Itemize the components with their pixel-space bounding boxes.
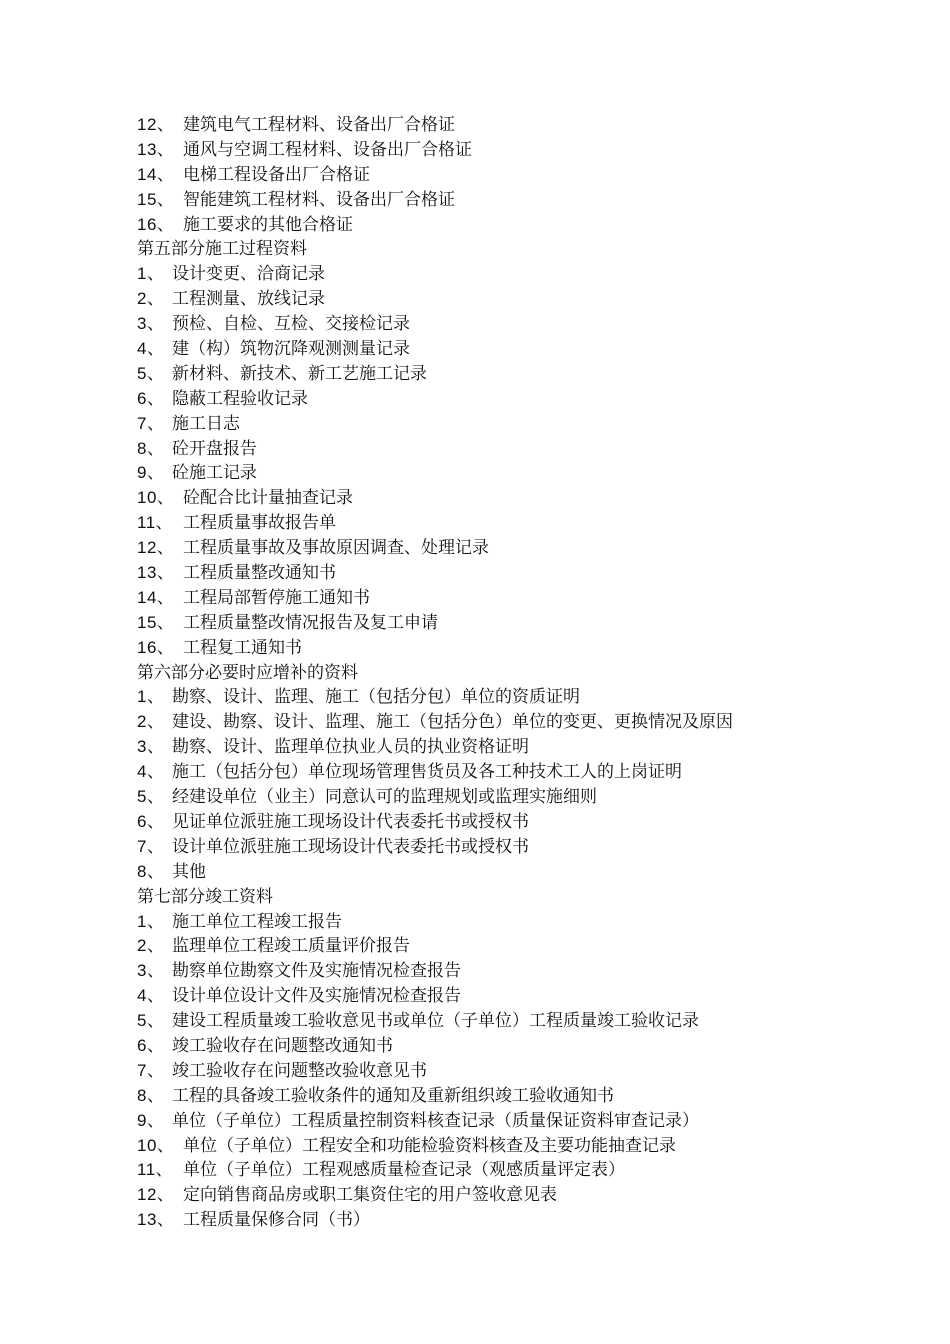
list-item <box>137 163 927 188</box>
item-text: 工程质量事故报告单 <box>183 513 336 534</box>
list-item <box>137 636 927 661</box>
item-text: 砼施工记录 <box>172 463 257 484</box>
list-item <box>137 387 927 412</box>
item-number: 13、 <box>137 139 175 159</box>
list-item <box>137 860 927 885</box>
item-number: 1、 <box>137 911 165 931</box>
item-number: 13、 <box>137 1210 175 1230</box>
list-item <box>137 536 927 561</box>
list-item <box>137 760 927 785</box>
section-heading: 第七部分竣工资料 <box>137 886 273 907</box>
item-number: 8、 <box>137 438 165 458</box>
list-item <box>137 685 927 710</box>
item-text: 竣工验收存在问题整改通知书 <box>172 1035 393 1056</box>
item-text: 工程质量事故及事故原因调查、处理记录 <box>183 538 489 559</box>
list-item <box>137 1208 927 1233</box>
list-item <box>137 586 927 611</box>
item-text: 见证单位派驻施工现场设计代表委托书或授权书 <box>172 811 529 832</box>
item-text: 施工要求的其他合格证 <box>183 214 353 235</box>
item-text: 隐蔽工程验收记录 <box>172 388 308 409</box>
item-text: 工程质量整改情况报告及复工申请 <box>183 612 438 633</box>
item-text: 预检、自检、互检、交接检记录 <box>172 314 410 335</box>
item-number: 15、 <box>137 189 175 209</box>
list-item <box>137 113 927 138</box>
item-text: 设计单位设计文件及实施情况检查报告 <box>172 986 461 1007</box>
item-text: 设计变更、洽商记录 <box>172 264 325 285</box>
list-item <box>137 1084 927 1109</box>
list-item <box>137 984 927 1009</box>
item-text: 工程的具备竣工验收条件的通知及重新组织竣工验收通知书 <box>172 1085 614 1106</box>
item-text: 单位（子单位）工程观感质量检查记录（观感质量评定表） <box>183 1160 625 1181</box>
list-item <box>137 312 927 337</box>
item-number: 5、 <box>137 1011 165 1031</box>
item-number: 1、 <box>137 264 165 284</box>
item-text: 定向销售商品房或职工集资住宅的用户签收意见表 <box>183 1185 557 1206</box>
item-number: 2、 <box>137 289 165 309</box>
item-number: 2、 <box>137 712 165 732</box>
section-heading: 第五部分施工过程资料 <box>137 239 307 260</box>
item-number: 2、 <box>137 936 165 956</box>
list-item <box>137 810 927 835</box>
list-item <box>137 735 927 760</box>
item-number: 6、 <box>137 811 165 831</box>
list-item <box>137 511 927 536</box>
item-text: 工程测量、放线记录 <box>172 289 325 310</box>
list-item <box>137 1158 927 1183</box>
item-number: 9、 <box>137 1110 165 1130</box>
item-text: 勘察、设计、监理单位执业人员的执业资格证明 <box>172 737 529 758</box>
list-item <box>137 959 927 984</box>
item-number: 9、 <box>137 463 165 483</box>
list-item <box>137 486 927 511</box>
list-item <box>137 910 927 935</box>
list-item <box>137 1059 927 1084</box>
list-item <box>137 785 927 810</box>
item-text: 经建设单位（业主）同意认可的监理规划或监理实施细则 <box>172 787 597 808</box>
item-text: 其他 <box>172 861 206 882</box>
item-text: 单位（子单位）工程安全和功能检验资料核查及主要功能抽查记录 <box>183 1135 676 1156</box>
list-item <box>137 835 927 860</box>
list-item <box>137 437 927 462</box>
list-item <box>137 1034 927 1059</box>
item-number: 8、 <box>137 861 165 881</box>
list-item <box>137 213 927 238</box>
section-heading: 第六部分必要时应增补的资料 <box>137 662 358 683</box>
item-number: 4、 <box>137 762 165 782</box>
item-number: 7、 <box>137 413 165 433</box>
item-number: 3、 <box>137 961 165 981</box>
item-text: 工程质量整改通知书 <box>183 563 336 584</box>
item-number: 1、 <box>137 687 165 707</box>
item-number: 4、 <box>137 986 165 1006</box>
item-number: 14、 <box>137 164 175 184</box>
list-item <box>137 412 927 437</box>
list-item <box>137 362 927 387</box>
item-text: 智能建筑工程材料、设备出厂合格证 <box>183 189 455 210</box>
item-number: 10、 <box>137 488 175 508</box>
item-number: 3、 <box>137 314 165 334</box>
list-item <box>137 188 927 213</box>
item-number: 7、 <box>137 836 165 856</box>
item-number: 16、 <box>137 637 175 657</box>
item-text: 建筑电气工程材料、设备出厂合格证 <box>183 115 455 135</box>
item-number: 10、 <box>137 1135 175 1155</box>
list-item <box>137 1183 927 1208</box>
item-text: 工程复工通知书 <box>183 637 302 658</box>
item-text: 施工单位工程竣工报告 <box>172 911 342 932</box>
item-number: 8、 <box>137 1085 165 1105</box>
item-number: 11、 <box>137 1160 174 1180</box>
item-number: 12、 <box>137 1185 175 1205</box>
item-text: 竣工验收存在问题整改验收意见书 <box>172 1060 427 1081</box>
item-text: 勘察、设计、监理、施工（包括分包）单位的资质证明 <box>172 687 580 708</box>
list-item <box>137 262 927 287</box>
item-number: 6、 <box>137 388 165 408</box>
item-text: 设计单位派驻施工现场设计代表委托书或授权书 <box>172 836 529 857</box>
item-number: 5、 <box>137 363 165 383</box>
item-number: 12、 <box>137 115 175 134</box>
item-number: 3、 <box>137 737 165 757</box>
list-item <box>137 1009 927 1034</box>
item-text: 建设、勘察、设计、监理、施工（包括分色）单位的变更、更换情况及原因 <box>172 712 733 733</box>
document-list <box>137 113 927 1233</box>
item-number: 4、 <box>137 339 165 359</box>
item-text: 建（构）筑物沉降观测测量记录 <box>172 339 410 360</box>
list-item <box>137 1134 927 1159</box>
item-text: 单位（子单位）工程质量控制资料核查记录（质量保证资料审查记录） <box>172 1110 699 1131</box>
list-item <box>137 461 927 486</box>
item-number: 16、 <box>137 214 175 234</box>
item-text: 电梯工程设备出厂合格证 <box>183 164 370 185</box>
list-item <box>137 337 927 362</box>
item-text: 工程局部暂停施工通知书 <box>183 587 370 608</box>
item-number: 11、 <box>137 513 174 533</box>
item-number: 15、 <box>137 612 175 632</box>
item-text: 建设工程质量竣工验收意见书或单位（子单位）工程质量竣工验收记录 <box>172 1011 699 1032</box>
item-number: 6、 <box>137 1035 165 1055</box>
list-item <box>137 710 927 735</box>
item-text: 砼开盘报告 <box>172 438 257 459</box>
list-item <box>137 934 927 959</box>
item-text: 工程质量保修合同（书） <box>183 1210 370 1231</box>
list-item <box>137 561 927 586</box>
item-text: 通风与空调工程材料、设备出厂合格证 <box>183 139 472 160</box>
list-item <box>137 138 927 163</box>
item-text: 监理单位工程竣工质量评价报告 <box>172 936 410 957</box>
item-number: 12、 <box>137 538 175 558</box>
item-text: 勘察单位勘察文件及实施情况检查报告 <box>172 961 461 982</box>
item-number: 7、 <box>137 1060 165 1080</box>
item-text: 新材料、新技术、新工艺施工记录 <box>172 363 427 384</box>
list-item <box>137 611 927 636</box>
item-number: 13、 <box>137 563 175 583</box>
item-text: 砼配合比计量抽查记录 <box>183 488 353 509</box>
item-text: 施工（包括分包）单位现场管理售货员及各工种技术工人的上岗证明 <box>172 762 682 783</box>
item-text: 施工日志 <box>172 413 240 434</box>
item-number: 14、 <box>137 587 175 607</box>
list-item <box>137 287 927 312</box>
item-number: 5、 <box>137 787 165 807</box>
list-item <box>137 1109 927 1134</box>
